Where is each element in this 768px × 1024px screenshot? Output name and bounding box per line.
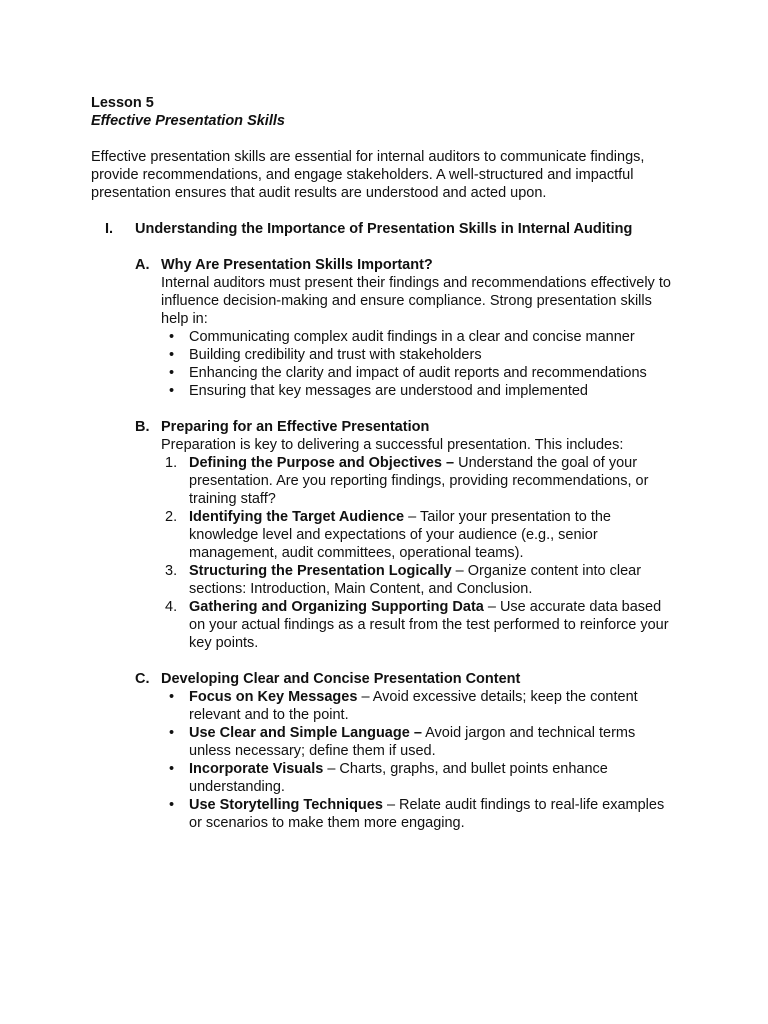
subsection-title: Why Are Presentation Skills Important? — [161, 257, 433, 273]
subsection-a — [91, 256, 691, 400]
bullet-icon: • — [169, 761, 175, 777]
section-heading — [91, 220, 691, 238]
bullet-icon: • — [169, 365, 175, 381]
list-item: • Use Storytelling Techniques – Relate audit findings to real-life examples or scenarios to make them more engaging. — [169, 797, 665, 831]
subsection-heading — [135, 418, 691, 436]
list-item: • Building credibility and trust with stakeholders — [169, 347, 482, 363]
bullet-icon: • — [169, 725, 175, 741]
list-item: • Focus on Key Messages – Avoid excessive details; keep the content relevant and to the point. — [169, 689, 638, 723]
lesson-number: Lesson 5 — [91, 95, 154, 111]
section-title: Understanding the Importance of Presentation Skills in Internal Auditing — [135, 221, 633, 237]
subsection-c — [91, 670, 691, 832]
intro-paragraph: Effective presentation skills are essential for internal auditors to communicate findings, provide recommendations, and engage stakeholders. A well-structured and impactful presentation ensures that audit results are understood and acted upon. — [91, 149, 645, 201]
subsection-letter: B. — [135, 419, 150, 435]
subsection-b — [91, 418, 691, 652]
bullet-icon: • — [169, 383, 175, 399]
subsection-heading — [135, 670, 691, 688]
bullet-icon: • — [169, 797, 175, 813]
list-item: 4. Gathering and Organizing Supporting Data – Use accurate data based on your actual findings as a result from the test performed to reinforce your key points. — [165, 599, 669, 651]
numbered-list — [161, 454, 691, 652]
list-item: • Enhancing the clarity and impact of audit reports and recommendations — [169, 365, 647, 381]
subsection-title: Developing Clear and Concise Presentation Content — [161, 671, 521, 687]
bullet-icon: • — [169, 689, 175, 705]
list-item: • Use Clear and Simple Language – Avoid jargon and technical terms unless necessary; define them if used. — [169, 725, 636, 759]
subsection-letter: A. — [135, 257, 150, 273]
subsection-text: Preparation is key to delivering a successful presentation. This includes: — [161, 437, 624, 453]
list-item: 1. Defining the Purpose and Objectives – Understand the goal of your presentation. Are you reporting findings, providing recommendations, or training staff? — [165, 455, 649, 507]
list-item: 3. Structuring the Presentation Logically – Organize content into clear sections: Introduction, Main Content, and Conclusion. — [165, 563, 642, 597]
bullet-list — [161, 688, 691, 832]
document-page — [91, 94, 691, 832]
bullet-icon: • — [169, 347, 175, 363]
section-number: I. — [105, 221, 114, 237]
subsection-letter: C. — [135, 671, 150, 687]
subsection-text: Internal auditors must present their findings and recommendations effectively to influence decision-making and ensure compliance. Strong presentation skills help in: — [161, 275, 671, 327]
subsection-title: Preparing for an Effective Presentation — [161, 419, 430, 435]
list-item: 2. Identifying the Target Audience – Tailor your presentation to the knowledge level and expectations of your audience (e.g., senior management, audit committees, operational teams). — [165, 509, 611, 561]
bullet-icon: • — [169, 329, 175, 345]
list-item: • Incorporate Visuals – Charts, graphs, and bullet points enhance understanding. — [169, 761, 608, 795]
lesson-title: Effective Presentation Skills — [91, 113, 285, 129]
subsection-heading — [135, 256, 691, 274]
list-item: • Communicating complex audit findings in a clear and concise manner — [169, 329, 635, 345]
list-item: • Ensuring that key messages are understood and implemented — [169, 383, 588, 399]
bullet-list — [161, 328, 691, 400]
